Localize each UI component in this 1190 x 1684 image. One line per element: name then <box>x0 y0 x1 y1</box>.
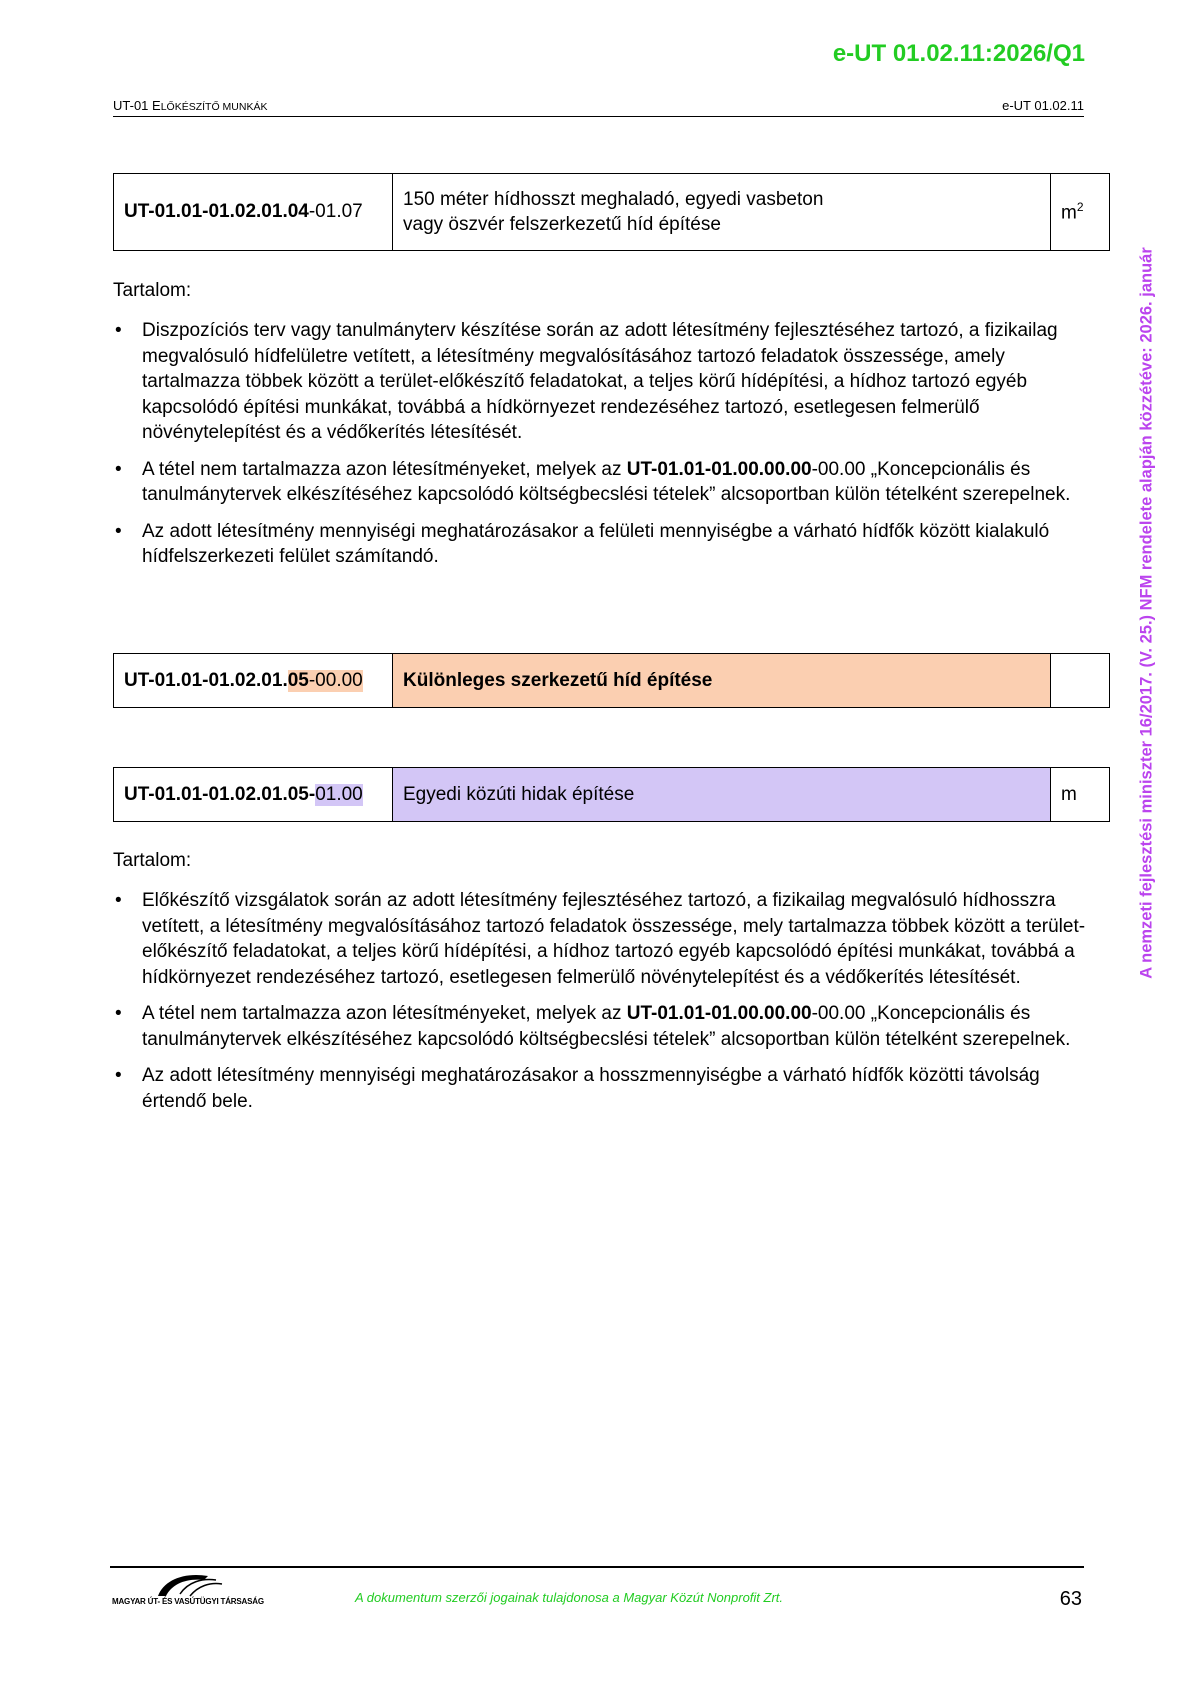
bullet-icon: • <box>115 1065 122 1086</box>
item-title <box>393 174 1051 251</box>
section-label: Tartalom: <box>113 850 192 871</box>
list-item <box>113 457 1088 508</box>
list-item-text: Előkészítő vizsgálatok során az adott létesítmény fejlesztéséhez tartozó, a fizikailag megvalósuló hídhosszra vetített, a létesítmény megvalósításához tartozó feladatok összessége, mely tartalmazza többek között a terület-előkészítő feladatokat, a teljes körű hídépítési, a hídhoz tartozó egyéb kapcsolódó építési munkákat, továbbá a hídkörnyezet rendezéséhez tartozó, esetlegesen felmerülő növénytelepítést és a védőkerítés létesítését. <box>142 890 1086 988</box>
item-code-bold: UT-01.01-01.02.01.05 <box>124 783 309 805</box>
item-code-bold: UT-01.01-01.02.01. <box>124 669 288 691</box>
list-item <box>113 1001 1088 1052</box>
footer-divider <box>110 1566 1084 1568</box>
section-label: Tartalom: <box>113 280 192 301</box>
item-title: Egyedi közúti hidak építése <box>393 768 1051 822</box>
item-unit: m <box>1051 768 1110 822</box>
item-code-highlight: -00.00 <box>308 669 363 691</box>
side-note-text: A nemzeti fejlesztési miniszter 16/2017. (V. 25.) NFM rendelete alapján közzétéve: 2026. január <box>1137 247 1156 979</box>
item-code-highlight: 01.00 <box>315 783 363 805</box>
unit-text: m <box>1061 202 1077 224</box>
item-reference-code: UT-01.01-01.00.00.00 <box>626 458 812 480</box>
item-unit <box>1051 174 1110 251</box>
item-title-line: vagy öszvér felszerkezetű híd építése <box>403 214 721 235</box>
item-title: Különleges szerkezetű híd építése <box>393 654 1051 708</box>
list-item-text: Az adott létesítmény mennyiségi meghatározásakor a hosszmennyiségbe a várható hídfők közötti távolság értendő bele. <box>142 1065 1040 1112</box>
item-code-highlight-bold: 05 <box>287 669 309 691</box>
chapter-title-smallcaps: LŐKÉSZÍTŐ MUNKÁK <box>160 101 268 113</box>
bullet-icon: • <box>115 890 122 911</box>
list-item <box>113 888 1088 990</box>
bullet-icon: • <box>115 520 122 542</box>
item-table-3 <box>113 767 1110 822</box>
bullet-icon: • <box>115 320 122 341</box>
list-item-text: Az adott létesítmény mennyiségi meghatározásakor a felületi mennyiségbe a várható hídfők között kialakuló hídfelszerkezeti felület számítandó. <box>142 520 1050 567</box>
item-code-bold: UT-01.01-01.02.01.04 <box>124 201 309 222</box>
publisher-logo <box>112 1570 262 1618</box>
list-item-text: Diszpozíciós terv vagy tanulmányterv készítése során az adott létesítmény fejlesztéséhez tartozó, a fizikailag megvalósuló hídfelületre vetített, a létesítmény megvalósításához tartozó feladatok összessége, amely tartalmazza többek között a terület-előkészítő feladatokat, a teljes körű hídépítési, a hídhoz tartozó egyéb kapcsolódó építési munkákat, továbbá a hídkörnyezet rendezéséhez tartozó, esetlegesen felmerülő növénytelepítést és a védőkerítés létesítését. <box>142 320 1058 443</box>
chapter-title-caps: UT-01 E <box>113 98 161 113</box>
copyright-notice: A dokumentum szerzői jogainak tulajdonosa a Magyar Közút Nonprofit Zrt. <box>355 1590 784 1605</box>
item-code-suffix: -01.07 <box>308 201 363 222</box>
item-table-2 <box>113 653 1110 708</box>
item-unit <box>1051 654 1110 708</box>
list-item <box>113 1063 1088 1114</box>
item-title-line: 150 méter hídhosszt meghaladó, egyedi vasbeton <box>403 189 824 210</box>
chapter-title <box>113 98 267 113</box>
bullet-list-1 <box>113 318 1088 581</box>
list-item <box>113 519 1088 570</box>
side-publication-note <box>1136 163 1158 1063</box>
unit-superscript: 2 <box>1076 199 1084 214</box>
list-item-text: A tétel nem tartalmazza azon létesítményeket, melyek az <box>142 1003 627 1024</box>
bullet-icon: • <box>115 1003 122 1024</box>
item-code-dash: - <box>308 783 316 805</box>
list-item-text: „Koncepcionális és tanulmánytervek elkészítéséhez kapcsolódó költségbecslési tételek” alcsoportban külön tételként szerepelnek. <box>142 1003 1071 1050</box>
item-reference-suffix: -00.00 <box>811 1003 866 1024</box>
item-code <box>114 654 393 708</box>
list-item-text: A tétel nem tartalmazza azon létesítményeket, melyek az <box>142 458 627 480</box>
item-reference-code: UT-01.01-01.00.00.00 <box>626 1003 812 1024</box>
item-code <box>114 174 393 251</box>
running-header <box>113 96 1084 117</box>
document-id: e-UT 01.02.11:2026/Q1 <box>832 40 1085 67</box>
page-number: 63 <box>1059 1588 1082 1610</box>
running-doc-code: e-UT 01.02.11 <box>1002 98 1084 113</box>
road-curve-logo-icon <box>150 1570 230 1598</box>
logo-text: MAGYAR ÚT- ÉS VASÚTÜGYI TÁRSASÁG <box>112 1597 264 1606</box>
item-table-1 <box>113 173 1110 251</box>
list-item-text: „Koncepcionális és tanulmánytervek elkészítéséhez kapcsolódó költségbecslési tételek” alcsoportban külön tételként szerepelnek. <box>142 458 1071 505</box>
item-reference-suffix: -00.00 <box>811 458 866 480</box>
bullet-list-2 <box>113 888 1088 1125</box>
item-code <box>114 768 393 822</box>
list-item <box>113 318 1088 446</box>
bullet-icon: • <box>115 458 122 480</box>
